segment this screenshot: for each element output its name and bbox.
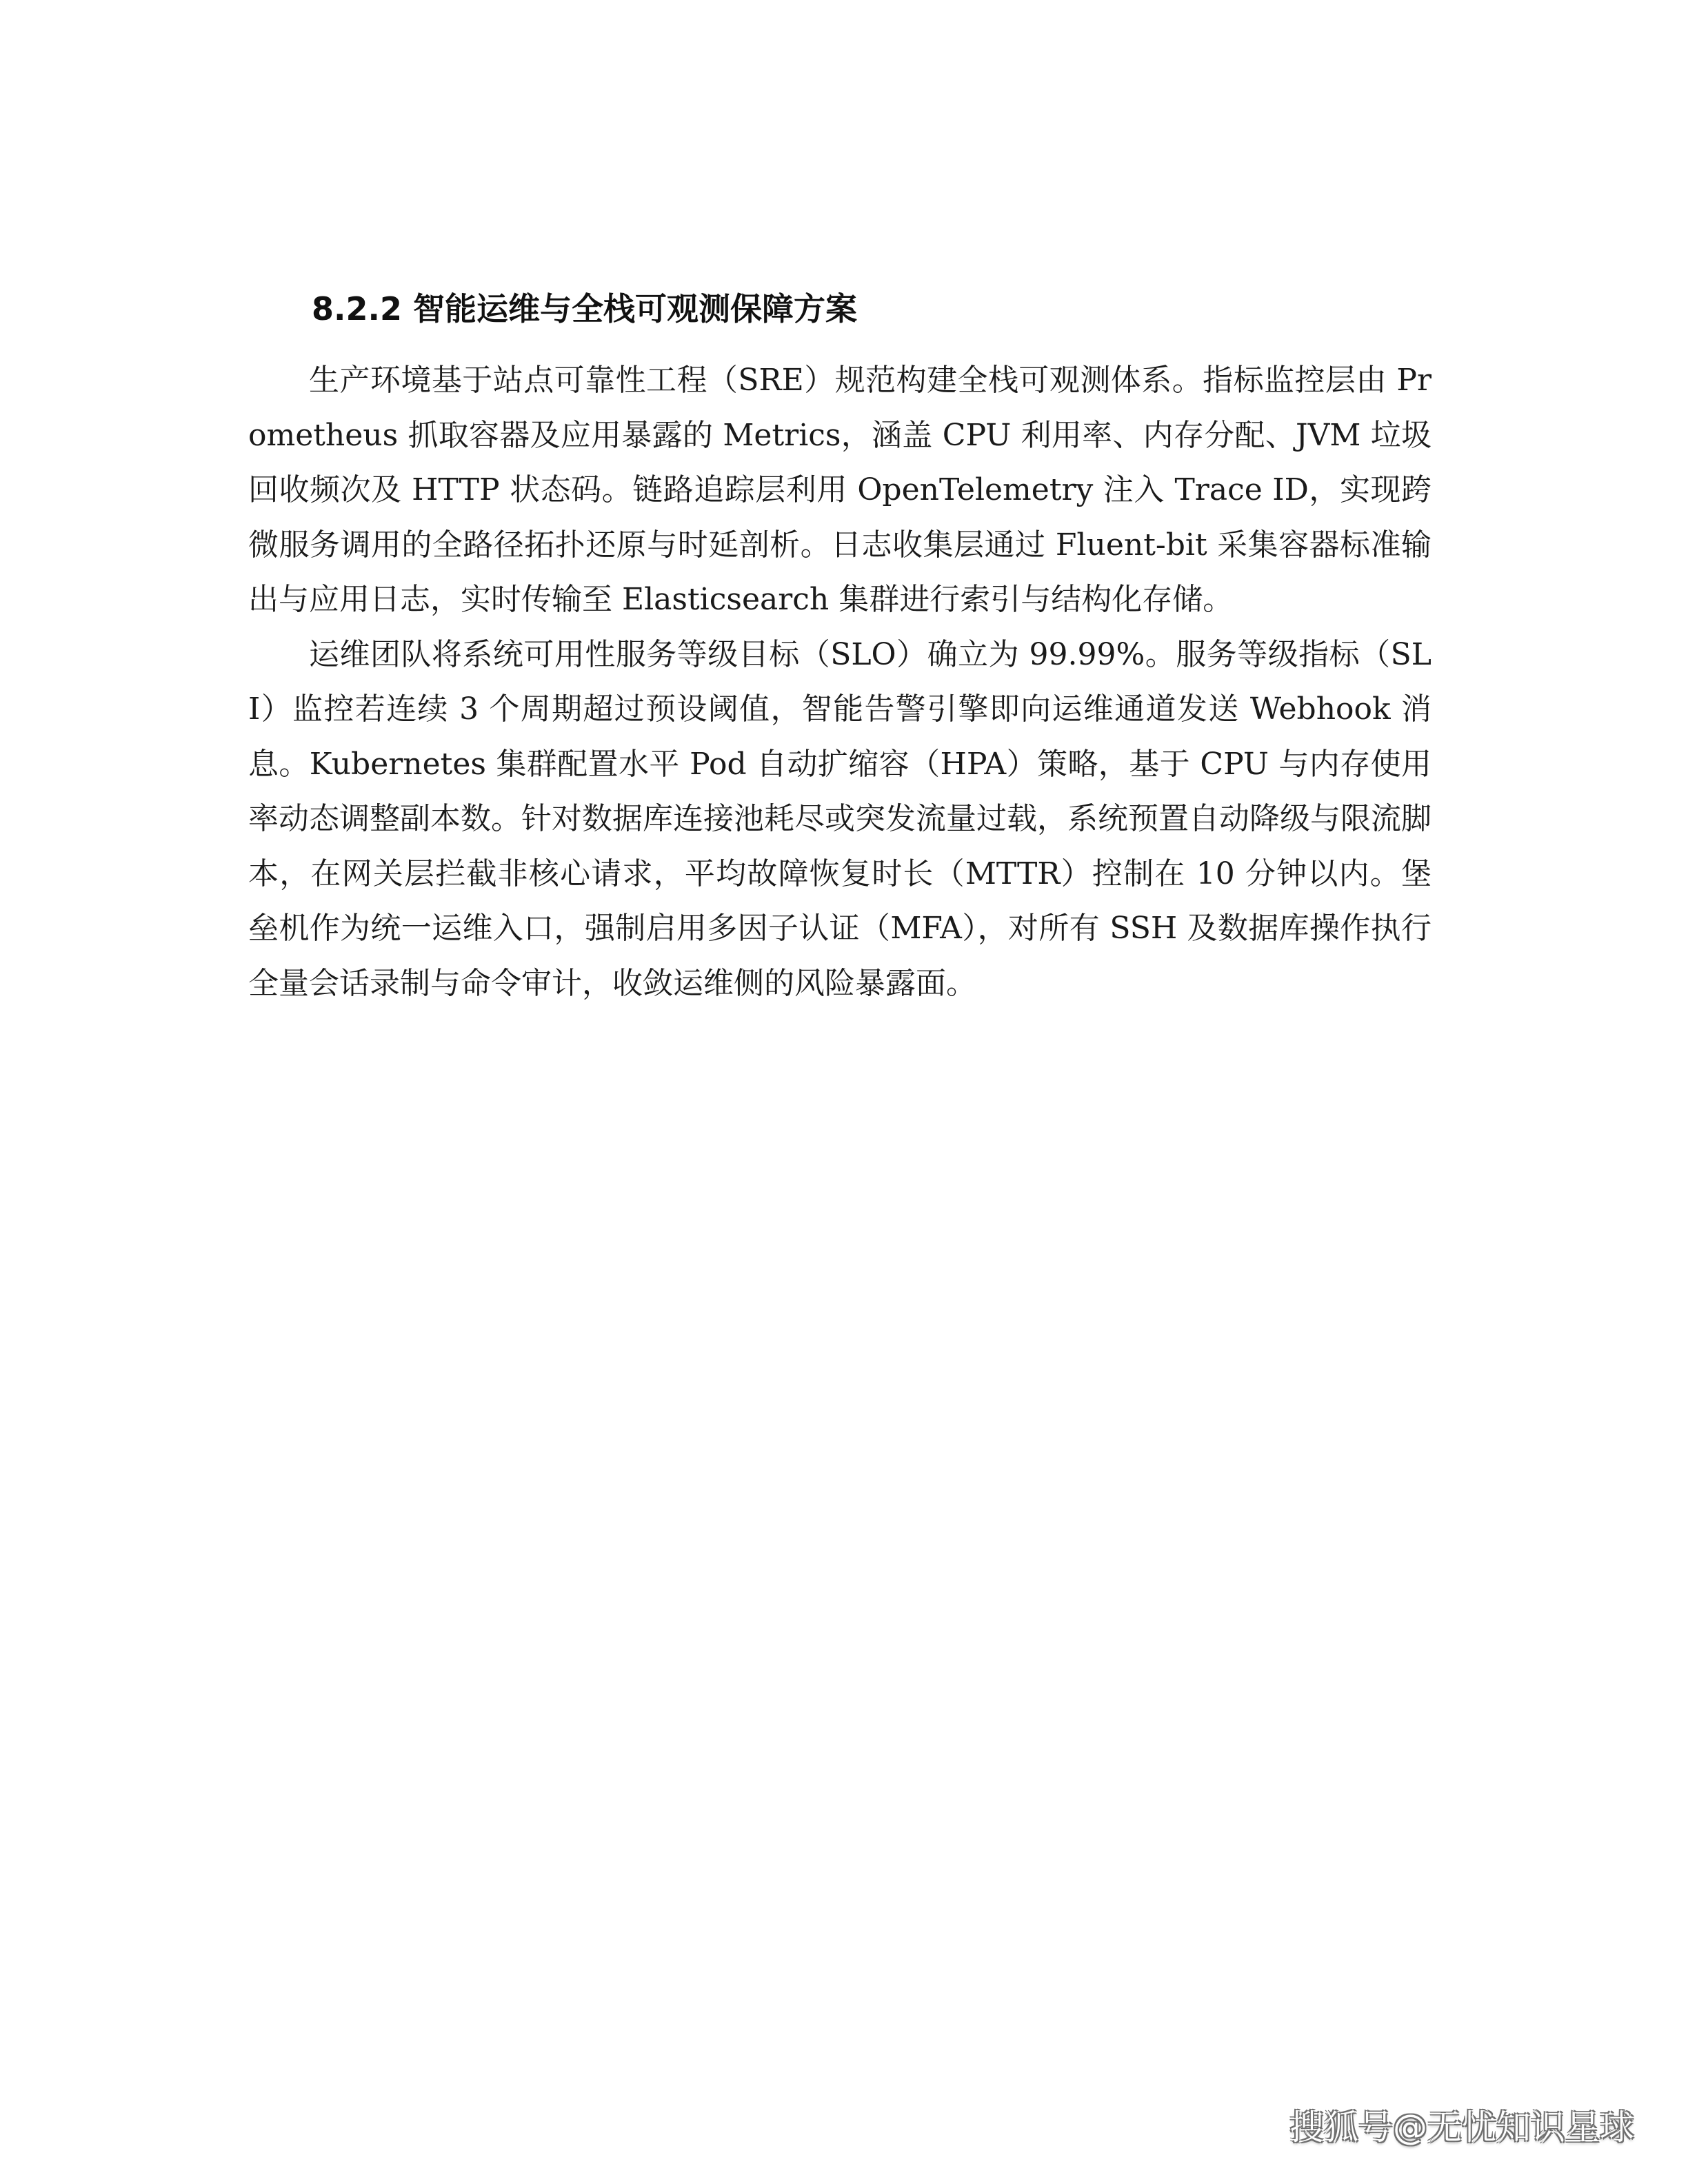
body-text (248, 353, 1431, 1011)
watermark: 搜狐号@无忧知识星球 (1289, 2107, 1634, 2147)
section-heading: 8.2.2 智能运维与全栈可观测保障方案 (312, 290, 857, 327)
paragraph-observability-stack: 生产环境基于站点可靠性工程（SRE）规范构建全栈可观测体系。指标监控层由 Prometheus 抓取容器及应用暴露的 Metrics，涵盖 CPU 利用率、内存分配、JVM 垃圾回收频次及 HTTP 状态码。链路追踪层利用 OpenTelemetry 注入 Trace ID，实现跨微服务调用的全路径拓扑还原与时延剖析。日志收集层通过 Fluent-bit 采集容器标准输出与应用日志，实时传输至 Elasticsearch 集群进行索引与结构化存储。 (248, 363, 1431, 617)
paragraph-slo-operations: 运维团队将系统可用性服务等级目标（SLO）确立为 99.99%。服务等级指标（SLI）监控若连续 3 个周期超过预设阈值，智能告警引擎即向运维通道发送 Webhook 消息。Kubernetes 集群配置水平 Pod 自动扩缩容（HPA）策略，基于 CPU 与内存使用率动态调整副本数。针对数据库连接池耗尽或突发流量过载，系统预置自动降级与限流脚本，在网关层拦截非核心请求，平均故障恢复时长（MTTR）控制在 10 分钟以内。堡垒机作为统一运维入口，强制启用多因子认证（MFA），对所有 SSH 及数据库操作执行全量会话录制与命令审计，收敛运维侧的风险暴露面。 (248, 636, 1431, 1001)
